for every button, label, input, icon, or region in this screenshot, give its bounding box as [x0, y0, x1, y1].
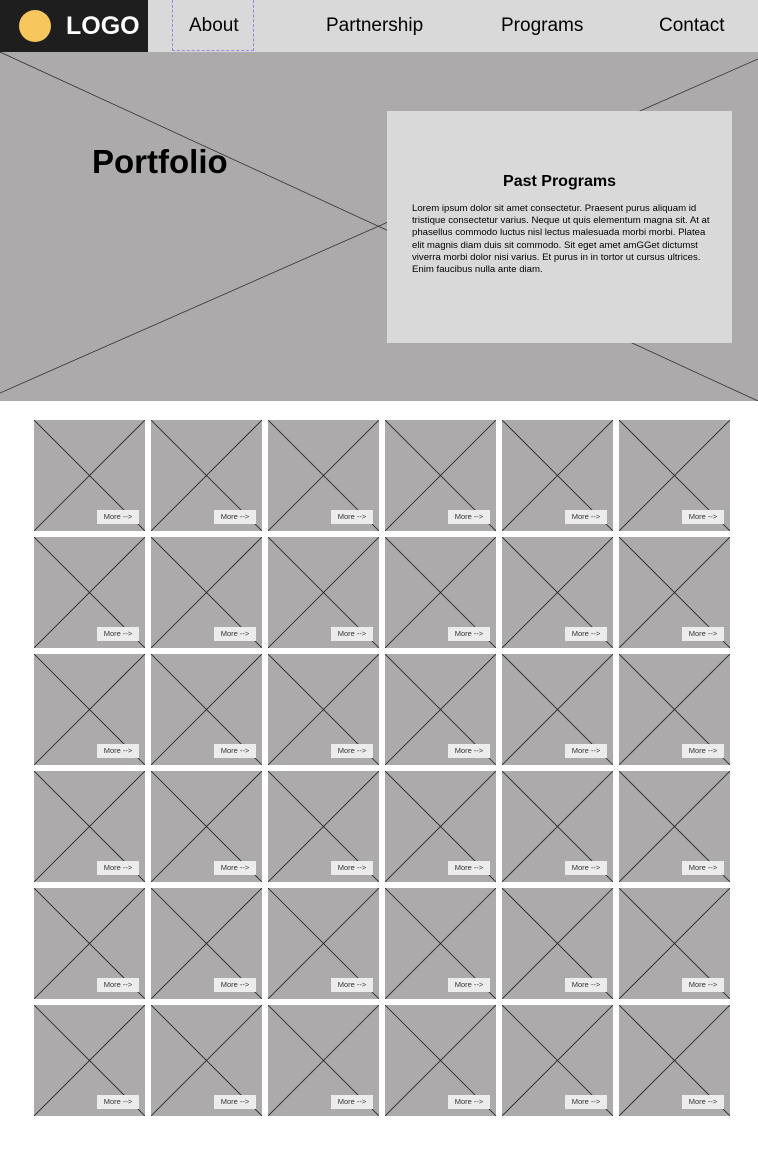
nav-link-programs[interactable]: Programs — [501, 15, 584, 36]
past-programs-card — [387, 111, 732, 343]
more-button[interactable]: More --> — [565, 861, 607, 875]
portfolio-tile[interactable] — [151, 420, 262, 531]
portfolio-tile[interactable] — [619, 1005, 730, 1116]
portfolio-tile[interactable] — [151, 537, 262, 648]
portfolio-tile[interactable] — [34, 420, 145, 531]
portfolio-tile[interactable] — [385, 654, 496, 765]
more-button[interactable]: More --> — [331, 861, 373, 875]
portfolio-tile[interactable] — [268, 1005, 379, 1116]
more-button[interactable]: More --> — [682, 1095, 724, 1109]
more-button[interactable]: More --> — [682, 627, 724, 641]
more-button[interactable]: More --> — [565, 1095, 607, 1109]
more-button[interactable]: More --> — [97, 744, 139, 758]
portfolio-tile[interactable] — [385, 888, 496, 999]
top-nav — [0, 0, 758, 52]
more-button[interactable]: More --> — [565, 627, 607, 641]
portfolio-tile[interactable] — [385, 420, 496, 531]
more-button[interactable]: More --> — [565, 744, 607, 758]
portfolio-tile[interactable] — [619, 420, 730, 531]
portfolio-tile[interactable] — [268, 771, 379, 882]
more-button[interactable]: More --> — [331, 978, 373, 992]
portfolio-tile[interactable] — [502, 420, 613, 531]
portfolio-tile[interactable] — [502, 888, 613, 999]
more-button[interactable]: More --> — [565, 978, 607, 992]
portfolio-tile[interactable] — [268, 888, 379, 999]
portfolio-tile[interactable] — [268, 654, 379, 765]
more-button[interactable]: More --> — [97, 1095, 139, 1109]
more-button[interactable]: More --> — [214, 1095, 256, 1109]
portfolio-tile[interactable] — [151, 771, 262, 882]
more-button[interactable]: More --> — [331, 627, 373, 641]
portfolio-tile[interactable] — [34, 771, 145, 882]
more-button[interactable]: More --> — [97, 978, 139, 992]
more-button[interactable]: More --> — [448, 510, 490, 524]
more-button[interactable]: More --> — [214, 744, 256, 758]
more-button[interactable]: More --> — [97, 861, 139, 875]
portfolio-tile[interactable] — [619, 771, 730, 882]
more-button[interactable]: More --> — [331, 744, 373, 758]
portfolio-tile[interactable] — [502, 771, 613, 882]
hero-image-placeholder — [0, 52, 758, 401]
logo-circle-icon — [19, 10, 51, 42]
more-button[interactable]: More --> — [97, 627, 139, 641]
portfolio-tile[interactable] — [151, 654, 262, 765]
more-button[interactable]: More --> — [682, 510, 724, 524]
more-button[interactable]: More --> — [214, 978, 256, 992]
more-button[interactable]: More --> — [214, 510, 256, 524]
more-button[interactable]: More --> — [682, 744, 724, 758]
more-button[interactable]: More --> — [682, 978, 724, 992]
more-button[interactable]: More --> — [448, 744, 490, 758]
portfolio-tile[interactable] — [619, 654, 730, 765]
nav-link-about[interactable]: About — [189, 15, 239, 36]
portfolio-tile[interactable] — [619, 537, 730, 648]
logo[interactable] — [0, 0, 148, 52]
card-text: Lorem ipsum dolor sit amet consectetur. Praesent purus aliquam id tristique consectetur varius. Neque ut quis elementum magna sit. At at phasellus commodo luctus nisl lectus malesuada morbi morbi. Platea elit magnis diam duis sit commodo. Sit eget amet amGGet dictumst viverra morbi dolor nisi varius. Et purus in in tortor ut cursus ultrices. Enim faucibus nulla ante diam. — [412, 203, 710, 276]
page-title: Portfolio — [92, 143, 228, 180]
more-button[interactable]: More --> — [448, 1095, 490, 1109]
nav-link-partnership[interactable]: Partnership — [326, 15, 424, 36]
portfolio-tile[interactable] — [268, 537, 379, 648]
portfolio-tile[interactable] — [151, 1005, 262, 1116]
portfolio-tile[interactable] — [268, 420, 379, 531]
portfolio-tile[interactable] — [34, 654, 145, 765]
portfolio-tile[interactable] — [34, 888, 145, 999]
portfolio-tile[interactable] — [502, 654, 613, 765]
more-button[interactable]: More --> — [214, 627, 256, 641]
more-button[interactable]: More --> — [331, 1095, 373, 1109]
portfolio-tile[interactable] — [385, 771, 496, 882]
more-button[interactable]: More --> — [97, 510, 139, 524]
logo-text: LOGO — [66, 12, 140, 40]
portfolio-tile[interactable] — [34, 537, 145, 648]
portfolio-tile[interactable] — [502, 537, 613, 648]
more-button[interactable]: More --> — [448, 978, 490, 992]
portfolio-tile[interactable] — [502, 1005, 613, 1116]
portfolio-tile[interactable] — [619, 888, 730, 999]
more-button[interactable]: More --> — [448, 627, 490, 641]
more-button[interactable]: More --> — [565, 510, 607, 524]
card-title: Past Programs — [503, 173, 616, 190]
portfolio-tile[interactable] — [385, 1005, 496, 1116]
portfolio-tile[interactable] — [34, 1005, 145, 1116]
more-button[interactable]: More --> — [331, 510, 373, 524]
more-button[interactable]: More --> — [214, 861, 256, 875]
more-button[interactable]: More --> — [682, 861, 724, 875]
portfolio-tile[interactable] — [385, 537, 496, 648]
more-button[interactable]: More --> — [448, 861, 490, 875]
nav-link-contact[interactable]: Contact — [659, 15, 725, 36]
portfolio-tile[interactable] — [151, 888, 262, 999]
